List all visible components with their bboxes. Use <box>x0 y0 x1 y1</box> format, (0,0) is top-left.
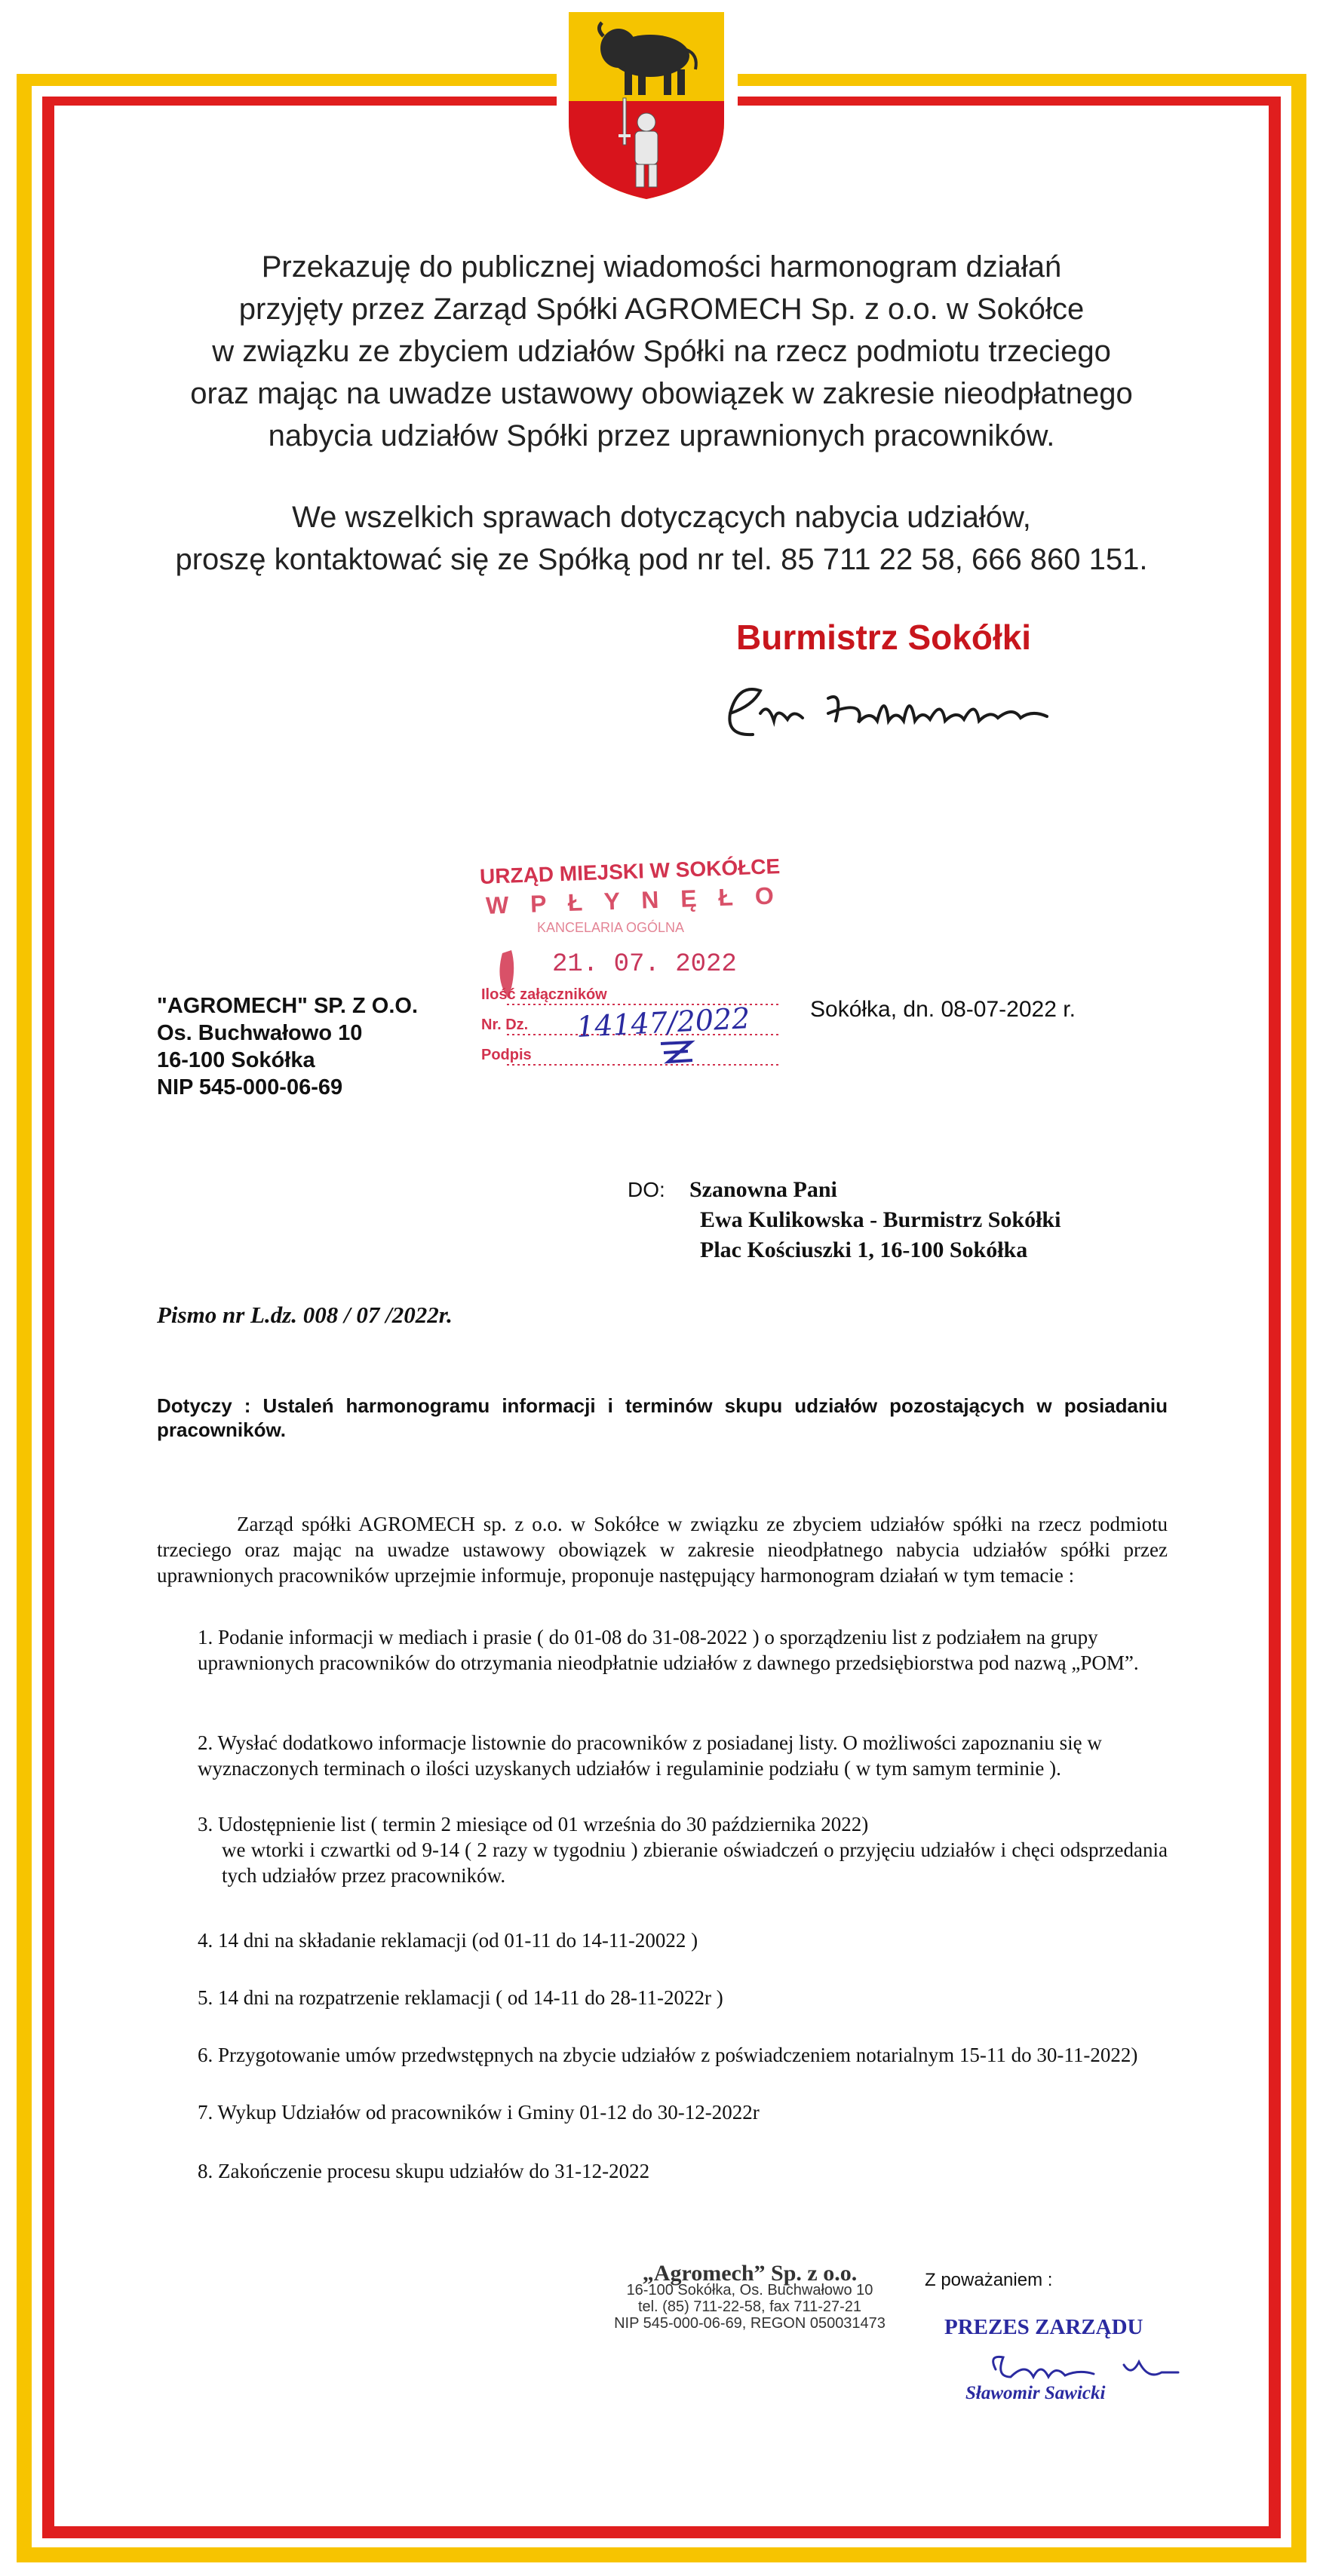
company-stamp-phone: tel. (85) 711-22-58, fax 711-27-21 <box>637 2298 862 2315</box>
frame-yellow-left <box>17 74 32 2562</box>
stamp-department: KANCELARIA OGÓLNA <box>537 920 685 935</box>
item-number: 6. <box>198 2044 213 2066</box>
company-stamp-ids: NIP 545-000-06-69, REGON 050031473 <box>614 2315 886 2332</box>
stamp-number-value: 14147/2022 <box>576 1001 751 1044</box>
item-number: 3. <box>198 1813 213 1835</box>
schedule-item-8 <box>198 2158 1168 2184</box>
stamp-received: W P Ł Y N Ę Ł O <box>485 882 782 919</box>
frame-red-bottom <box>42 2526 1281 2538</box>
company-stamp-name: „Agromech” Sp. z o.o. <box>642 2261 858 2286</box>
stamp-signature-label: Podpis <box>481 1047 532 1063</box>
contact-line-2: proszę kontaktować się ze Spółką pod nr tel. 85 711 22 58, 666 860 151. <box>175 543 1148 576</box>
letter-subject: Dotyczy : Ustaleń harmonogramu informacji i terminów skupu udziałów pozostających w posiadaniu pracowników. <box>157 1394 1168 1441</box>
president-name: Sławomir Sawicki <box>965 2383 1106 2403</box>
announcement-line-3: w związku ze zbyciem udziałów Spółki na rzecz podmiotu trzeciego <box>212 335 1111 368</box>
frame-red-right <box>1269 97 1281 2535</box>
schedule-item-2 <box>198 1730 1168 1781</box>
company-stamp <box>585 2261 914 2332</box>
sender-company-block <box>157 992 418 1101</box>
company-name: "AGROMECH" SP. Z O.O. <box>157 994 419 1018</box>
recipient-name: Ewa Kulikowska - Burmistrz Sokółki <box>700 1207 1061 1232</box>
item-text: Wykup Udziałów od pracowników i Gminy 01-12 do 30-12-2022r <box>217 2101 760 2124</box>
letter-date: Sokółka, dn. 08-07-2022 r. <box>810 997 1076 1022</box>
stamp-signature-mark <box>653 1036 698 1071</box>
item-text: Zakończenie procesu skupu udziałów do 31-12-2022 <box>218 2160 650 2182</box>
announcement-line-4: oraz mając na uwadze ustawowy obowiązek w zakresie nieodpłatnego <box>190 377 1133 410</box>
schedule-item-7 <box>198 2099 1168 2125</box>
received-stamp <box>465 837 812 1109</box>
company-stamp-address: 16-100 Sokółka, Os. Buchwałowo 10 <box>626 2282 873 2298</box>
recipient-label: DO: <box>628 1178 665 1201</box>
contact-line-1: We wszelkich sprawach dotyczących nabycia udziałów, <box>292 501 1031 534</box>
recipient-address: Plac Kościuszki 1, 16-100 Sokółka <box>700 1237 1028 1262</box>
item-number: 8. <box>198 2160 213 2182</box>
mayor-signature <box>715 668 1092 751</box>
stamp-attachments-label: Ilość załączników <box>481 986 607 1003</box>
stamp-date: 21. 07. 2022 <box>552 950 737 979</box>
item-text: Wysłać dodatkowo informacje listownie do pracowników z posiadanej listy. O możliwości zapoznaniu się w wyznaczonych terminach o ilości uzyskanych udziałów i regulaminie podziału ( w tym samym terminie ). <box>198 1731 1102 1780</box>
schedule-item-6 <box>198 2042 1168 2068</box>
item-number: 1. <box>198 1626 213 1648</box>
closing-title: PREZES ZARZĄDU <box>944 2315 1143 2339</box>
item-text: 14 dni na rozpatrzenie reklamacji ( od 14-11 do 28-11-2022r ) <box>218 1986 723 2009</box>
company-city: 16-100 Sokółka <box>157 1048 315 1072</box>
announcement-line-2: przyjęty przez Zarząd Spółki AGROMECH Sp. z o.o. w Sokółce <box>238 293 1085 326</box>
closing-regards: Z poważaniem : <box>925 2270 1053 2290</box>
recipient-salutation: Szanowna Pani <box>689 1177 837 1202</box>
item-number: 4. <box>198 1929 213 1952</box>
schedule-item-3 <box>198 1811 1168 1888</box>
company-nip: NIP 545-000-06-69 <box>157 1075 343 1099</box>
announcement-line-5: nabycia udziałów Spółki przez uprawnionych pracowników. <box>268 419 1055 452</box>
mayor-title: Burmistrz Sokółki <box>736 618 1032 657</box>
item-text: 14 dni na składanie reklamacji (od 01-11 do 14-11-20022 ) <box>218 1929 698 1952</box>
frame-red-left <box>42 97 54 2535</box>
letter-intro: Zarząd spółki AGROMECH sp. z o.o. w Sokółce w związku ze zbyciem udziałów spółki na rzecz podmiotu trzeciego oraz mając na uwadze ustawowy obowiązek w zakresie nieodpłatnego nabycia udziałów spółki przez uprawnionych pracowników uprzejmie informuje, proponuje następujący harmonogram działań w tym temacie : <box>157 1513 1168 1587</box>
company-street: Os. Buchwałowo 10 <box>157 1021 363 1045</box>
schedule-item-1 <box>198 1624 1168 1676</box>
item-text-continued: we wtorki i czwartki od 9-14 ( 2 razy w tygodniu ) zbieranie oświadczeń o przyjęciu udziałów i chęci odsprzedania tych udziałów przez pracowników. <box>222 1838 1168 1887</box>
schedule-item-5 <box>198 1985 1168 2010</box>
stamp-number-label: Nr. Dz. <box>481 1017 529 1033</box>
letter-reference: Pismo nr L.dz. 008 / 07 /2022r. <box>157 1302 453 1328</box>
item-number: 7. <box>198 2101 213 2124</box>
item-text: Podanie informacji w mediach i prasie ( do 01-08 do 31-08-2022 ) o sporządzeniu list z podziałem na grupy uprawnionych pracowników do otrzymania nieodpłatnie udziałów z dawnego przedsiębiorstwa pod nazwą „POM”. <box>198 1626 1139 1674</box>
coat-of-arms-icon <box>566 9 727 202</box>
item-text: Udostępnienie list ( termin 2 miesiące od 01 września do 30 października 2022) <box>218 1813 869 1835</box>
frame-yellow-right <box>1291 74 1306 2562</box>
schedule-item-4 <box>198 1927 1168 1953</box>
announcement-line-1: Przekazuję do publicznej wiadomości harmonogram działań <box>261 250 1062 284</box>
item-number: 2. <box>198 1731 213 1754</box>
item-number: 5. <box>198 1986 213 2009</box>
frame-yellow-bottom <box>17 2547 1306 2562</box>
item-text: Przygotowanie umów przedwstępnych na zbycie udziałów z poświadczeniem notarialnym 15-11 do 30-11-2022) <box>218 2044 1138 2066</box>
stamp-office: URZĄD MIEJSKI W SOKÓŁCE <box>479 854 781 888</box>
recipient-block <box>689 1175 1061 1265</box>
